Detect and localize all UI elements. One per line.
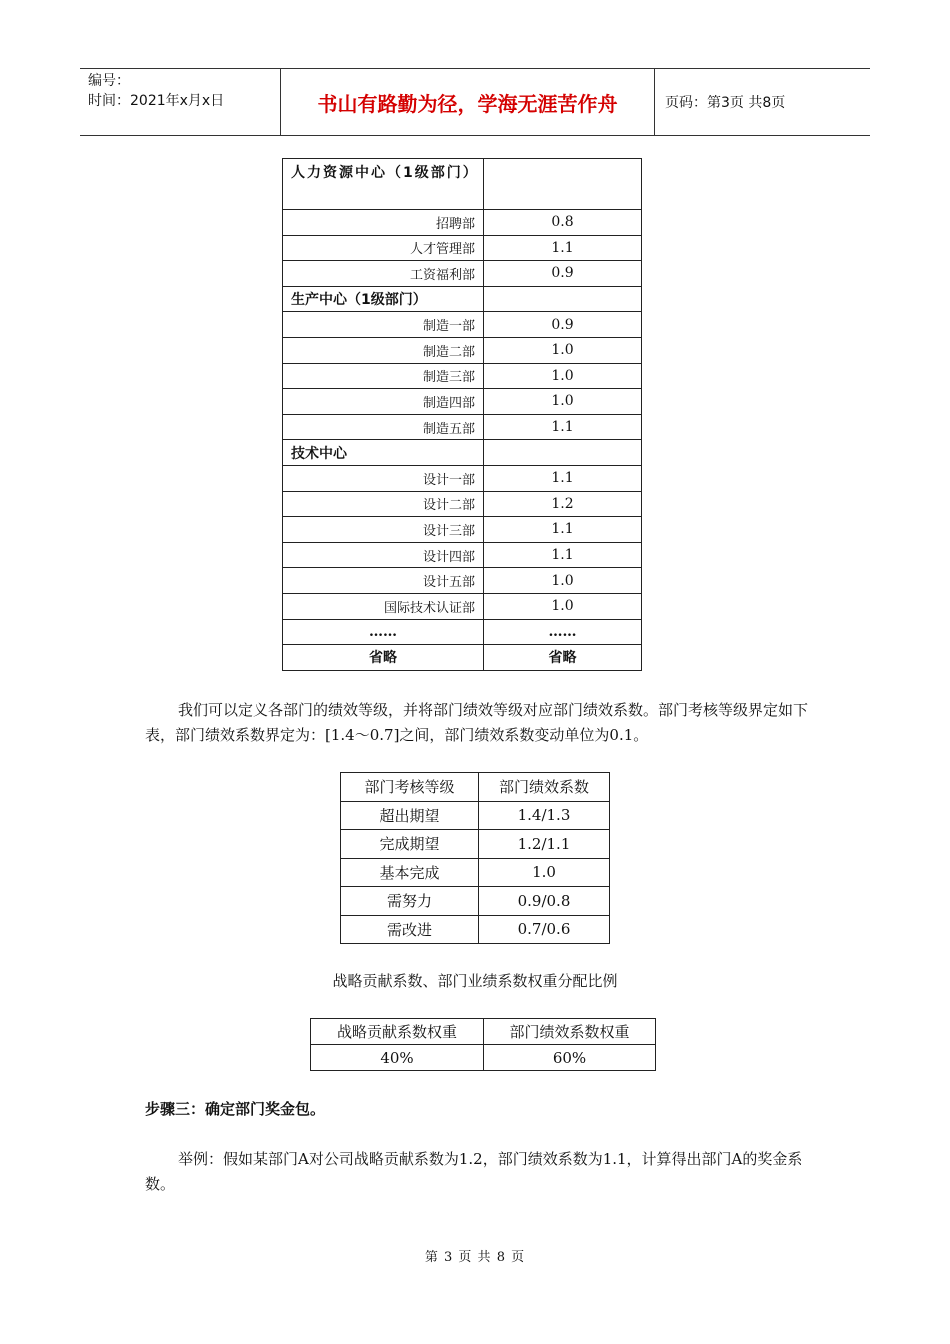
department-value-cell: 1.1 (484, 465, 642, 491)
weight-cell: 40% (311, 1045, 484, 1071)
department-name-cell: 人才管理部 (283, 235, 484, 261)
header-meta (80, 69, 281, 135)
department-name-cell: 制造一部 (283, 312, 484, 338)
department-name-cell: 设计三部 (283, 517, 484, 543)
department-value-cell: 0.8 (484, 210, 642, 236)
department-value-cell: 1.0 (484, 389, 642, 415)
department-value-cell: 1.1 (484, 235, 642, 261)
table-row (283, 568, 642, 594)
department-name-cell: 国际技术认证部 (283, 593, 484, 619)
page-header (80, 68, 870, 136)
department-value-cell: 省略 (484, 645, 642, 671)
header-cell: 部门绩效系数权重 (484, 1019, 656, 1045)
table-row (311, 1045, 656, 1071)
grade-cell: 基本完成 (341, 858, 479, 887)
department-name-cell: 制造五部 (283, 414, 484, 440)
grade-cell: 完成期望 (341, 830, 479, 859)
department-name-cell: 设计一部 (283, 465, 484, 491)
department-value-cell (484, 440, 642, 466)
table-row (283, 210, 642, 236)
table-row (341, 830, 610, 859)
header-cell: 部门绩效系数 (479, 773, 610, 802)
department-value-cell: 1.1 (484, 414, 642, 440)
table-row (283, 261, 642, 287)
grade-coefficient-table (340, 772, 610, 944)
table-row (283, 619, 642, 645)
table-row (283, 337, 642, 363)
weight-ratio-table (310, 1018, 656, 1071)
department-value-cell: 0.9 (484, 312, 642, 338)
department-name-cell: 生产中心（1级部门） (283, 286, 484, 312)
department-value-cell: 1.2 (484, 491, 642, 517)
coefficient-cell: 0.9/0.8 (479, 887, 610, 916)
department-value-cell: 0.9 (484, 261, 642, 287)
department-name-cell: 制造四部 (283, 389, 484, 415)
step-three-heading: 步骤三：确定部门奖金包。 (145, 1100, 326, 1118)
page-footer: 第 3 页 共 8 页 (424, 1250, 526, 1265)
header-motto: 书山有路勤为径，学海无涯苦作舟 (281, 69, 655, 135)
weight-table-caption: 战略贡献系数、部门业绩系数权重分配比例 (332, 972, 618, 990)
department-name-cell: 技术中心 (283, 440, 484, 466)
table-row (283, 517, 642, 543)
table-row (283, 286, 642, 312)
table-row (283, 491, 642, 517)
table-row (283, 542, 642, 568)
coefficient-cell: 1.2/1.1 (479, 830, 610, 859)
table-row (341, 801, 610, 830)
coefficient-cell: 1.4/1.3 (479, 801, 610, 830)
table-row (283, 363, 642, 389)
department-coefficient-table (282, 158, 642, 671)
department-name-cell: 省略 (283, 645, 484, 671)
table-row (283, 389, 642, 415)
table-row (283, 465, 642, 491)
header-page-info: 页码：第3页 共8页 (665, 95, 786, 111)
document-date: 时间：2021年x月x日 (88, 93, 225, 109)
department-value-cell: 1.0 (484, 363, 642, 389)
coefficient-cell: 0.7/0.6 (479, 915, 610, 944)
table-row (283, 645, 642, 671)
department-value-cell (484, 286, 642, 312)
department-name-cell: 设计五部 (283, 568, 484, 594)
department-value-cell (484, 159, 642, 210)
example-paragraph: 举例：假如某部门A对公司战略贡献系数为1.2，部门绩效系数为1.1，计算得出部门A的奖金系数。 (145, 1150, 803, 1193)
weight-cell: 60% (484, 1045, 656, 1071)
header-cell: 部门考核等级 (341, 773, 479, 802)
department-name-cell: 工资福利部 (283, 261, 484, 287)
table-row (283, 159, 642, 210)
table-row (283, 312, 642, 338)
department-value-cell: 1.1 (484, 542, 642, 568)
table-header-row (341, 773, 610, 802)
coefficient-cell: 1.0 (479, 858, 610, 887)
header-cell: 战略贡献系数权重 (311, 1019, 484, 1045)
document-number-label: 编号： (88, 73, 130, 89)
table-row (283, 414, 642, 440)
department-value-cell: 1.1 (484, 517, 642, 543)
table-row (341, 858, 610, 887)
grade-cell: 超出期望 (341, 801, 479, 830)
grade-cell: 需改进 (341, 915, 479, 944)
department-value-cell: 1.0 (484, 593, 642, 619)
department-name-cell: 制造三部 (283, 363, 484, 389)
table-row (283, 235, 642, 261)
table-row (283, 440, 642, 466)
table-header-row (311, 1019, 656, 1045)
department-name-cell: 人力资源中心（1级部门） (283, 159, 484, 210)
grade-cell: 需努力 (341, 887, 479, 916)
table-row (341, 887, 610, 916)
department-name-cell: …… (283, 619, 484, 645)
department-value-cell: 1.0 (484, 337, 642, 363)
department-value-cell: …… (484, 619, 642, 645)
department-name-cell: 招聘部 (283, 210, 484, 236)
table-row (283, 593, 642, 619)
grade-definition-paragraph: 我们可以定义各部门的绩效等级，并将部门绩效等级对应部门绩效系数。部门考核等级界定如下表，部门绩效系数界定为：[1.4～0.7]之间，部门绩效系数变动单位为0.1。 (145, 701, 809, 744)
department-value-cell: 1.0 (484, 568, 642, 594)
department-name-cell: 设计二部 (283, 491, 484, 517)
department-name-cell: 制造二部 (283, 337, 484, 363)
department-name-cell: 设计四部 (283, 542, 484, 568)
table-row (341, 915, 610, 944)
